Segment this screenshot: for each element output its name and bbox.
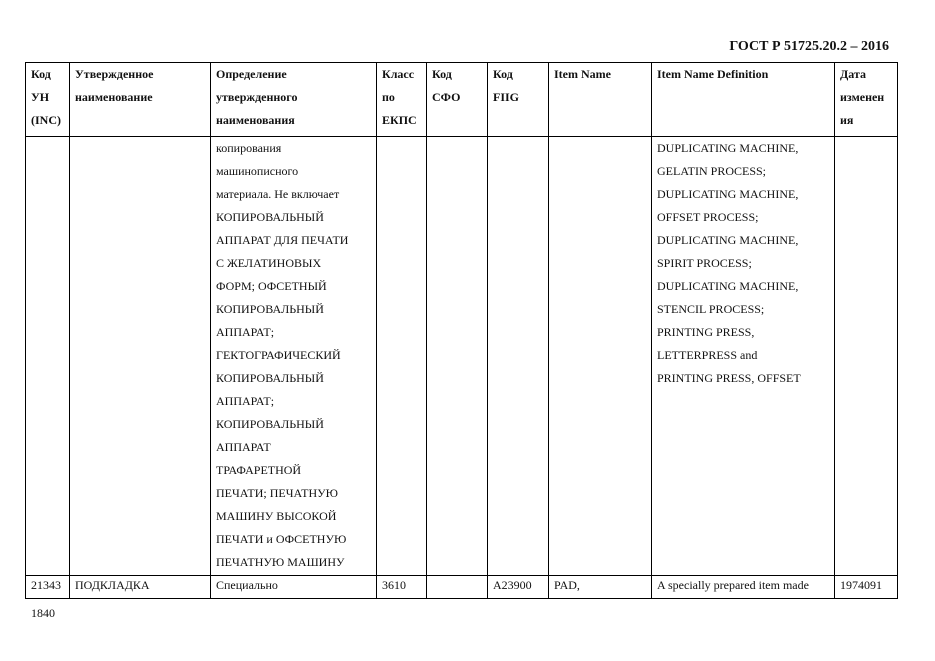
cell-sfo: [427, 137, 488, 576]
cell-fiig: [488, 137, 549, 576]
header-inc: Код УН (INC): [26, 63, 70, 137]
cell-date: 1974091: [835, 576, 898, 599]
header-row: [26, 63, 898, 137]
continuation-row: [26, 137, 898, 576]
cell-class: 3610: [377, 576, 427, 599]
cell-definition: Специально: [211, 576, 377, 599]
cell-date: [835, 137, 898, 576]
header-item-name: Item Name: [549, 63, 652, 137]
cell-item-name-definition: DUPLICATING MACHINE, GELATIN PROCESS; DUPLICATING MACHINE, OFFSET PROCESS; DUPLICATING MACHINE, SPIRIT PROCESS; DUPLICATING MACHINE, STENCIL PROCESS; PRINTING PRESS, LETTERPRESS and PRINTING PRESS, OFFSET: [652, 137, 835, 576]
gost-table: [25, 62, 898, 599]
header-definition: Определение утвержденного наименования: [211, 63, 377, 137]
header-fiig: Код FIIG: [488, 63, 549, 137]
header-class: Класс по ЕКПС: [377, 63, 427, 137]
cell-inc: 21343: [26, 576, 70, 599]
header-date: Дата изменен ия: [835, 63, 898, 137]
cell-item-name: PAD,: [549, 576, 652, 599]
cell-item-name: [549, 137, 652, 576]
cell-inc: [26, 137, 70, 576]
page-number: 1840: [31, 606, 55, 620]
table-row: [26, 576, 898, 599]
document-title: ГОСТ Р 51725.20.2 – 2016: [729, 39, 889, 54]
cell-sfo: [427, 576, 488, 599]
cell-name: ПОДКЛАДКА: [70, 576, 211, 599]
cell-definition: копирования машинописного материала. Не включает КОПИРОВАЛЬНЫЙ АППАРАТ ДЛЯ ПЕЧАТИ С ЖЕЛАТИНОВЫХ ФОРМ; ОФСЕТНЫЙ КОПИРОВАЛЬНЫЙ АППАРАТ; ГЕКТОГРАФИЧЕСКИЙ КОПИРОВАЛЬНЫЙ АППАРАТ; КОПИРОВАЛЬНЫЙ АППАРАТ ТРАФАРЕТНОЙ ПЕЧАТИ; ПЕЧАТНУЮ МАШИНУ ВЫСОКОЙ ПЕЧАТИ и ОФСЕТНУЮ ПЕЧАТНУЮ МАШИНУ: [211, 137, 377, 576]
cell-class: [377, 137, 427, 576]
header-sfo: Код СФО: [427, 63, 488, 137]
header-item-name-definition: Item Name Definition: [652, 63, 835, 137]
header-approved-name: Утвержденное наименование: [70, 63, 211, 137]
cell-name: [70, 137, 211, 576]
cell-fiig: A23900: [488, 576, 549, 599]
cell-item-name-definition: A specially prepared item made: [652, 576, 835, 599]
